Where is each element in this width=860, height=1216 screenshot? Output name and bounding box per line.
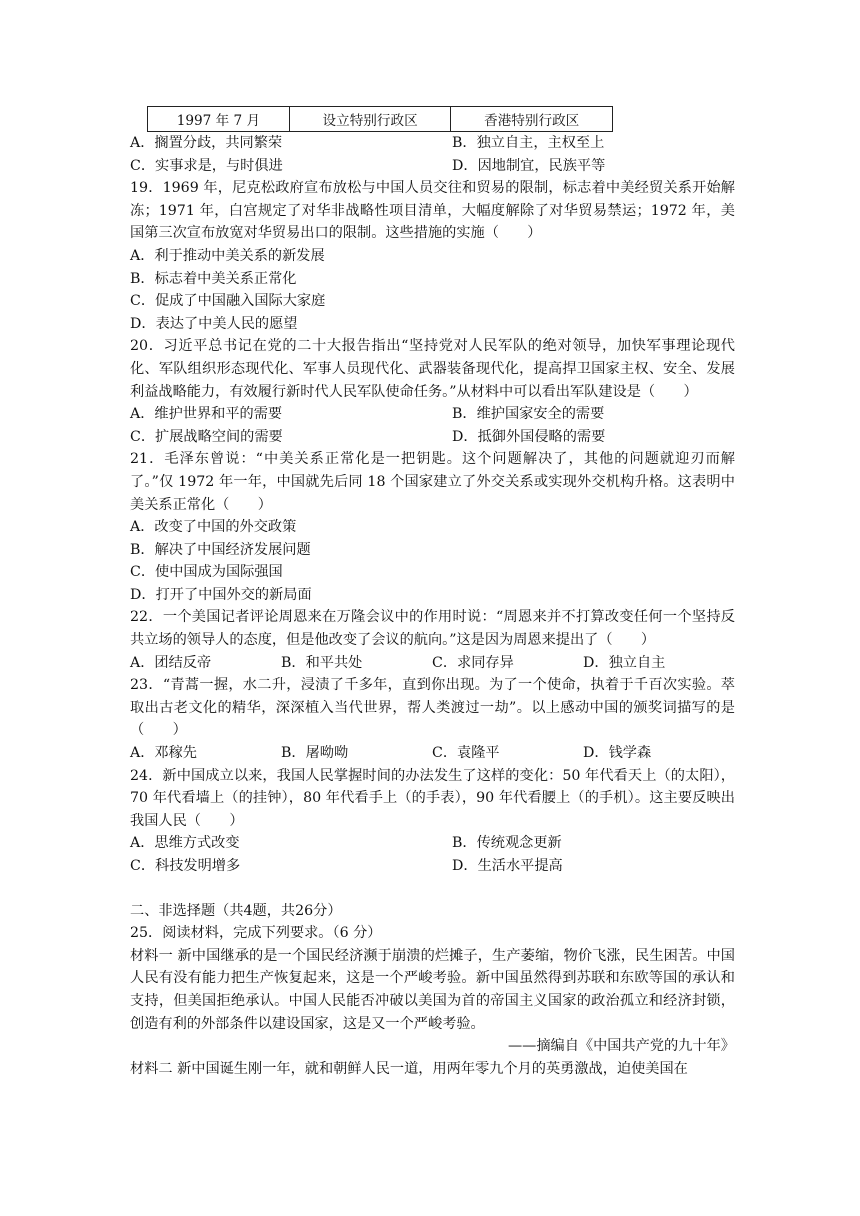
q20-option-b[interactable]: B．维护国家安全的需要 xyxy=(452,406,605,423)
q20-options-row1 xyxy=(130,403,735,426)
q22-options xyxy=(130,652,735,675)
q25-material-1: 材料一 新中国继承的是一个国民经济濒于崩溃的烂摊子，生产萎缩，物价飞涨，民生困苦。中国人民有没有能力把生产恢复起来，这是一个严峻考验。新中国虽然得到苏联和东欧等国的承认和支持，但美国拒绝承认。中国人民能否冲破以美国为首的帝国主义国家的政治孤立和经济封锁，创造有利的外部条件以建设国家，这是又一个严峻考验。 xyxy=(130,947,735,1032)
q25-source-1: ——摘编自《中国共产党的九十年》 xyxy=(507,1038,735,1055)
q21-option-c[interactable]: C．使中国成为国际强国 xyxy=(130,564,283,581)
q23-option-a[interactable]: A．邓稼先 xyxy=(130,745,197,762)
q18-option-a[interactable]: A．搁置分歧，共同繁荣 xyxy=(130,135,283,151)
q24-option-d[interactable]: D．生活水平提高 xyxy=(452,858,563,874)
table-cell-region: 香港特别行政区 xyxy=(451,107,613,132)
q25-material-2: 材料二 新中国诞生刚一年，就和朝鲜人民一道，用两年零九个月的英勇激战，迫使美国在 xyxy=(130,1060,688,1077)
q24-options-row2 xyxy=(130,855,735,878)
q22-stem: 22．一个美国记者评论周恩来在万隆会议中的作用时说：“周恩来并不打算改变任何一个坚持反共立场的领导人的态度，但是他改变了会议的航向。”这是因为周恩来提出了（ ） xyxy=(130,609,735,649)
section-gap xyxy=(130,878,735,900)
q24-option-a[interactable]: A．思维方式改变 xyxy=(130,835,240,852)
q24-stem: 24．新中国成立以来，我国人民掌握时间的办法发生了这样的变化：50 年代看天上（的太阳），70 年代看墙上（的挂钟），80 年代看手上（的手表），90 年代看腰上（的手机）。这主要反映出我国人民（ ） xyxy=(130,767,735,829)
q23-stem: 23．“青蒿一握，水二升，浸渍了千多年，直到你出现。为了一个使命，执着于千百次实验。萃取出古老文化的精华，深深植入当代世界，帮人类渡过一劫”。以上感动中国的颁奖词描写的是（ ） xyxy=(130,677,735,739)
q18-options-row1 xyxy=(130,132,735,155)
q19-stem: 19．1969 年，尼克松政府宣布放松与中国人员交往和贸易的限制，标志着中美经贸关系开始解冻；1971 年，白宫规定了对华非战略性项目清单，大幅度解除了对华贸易禁运；1972 年，美国第三次宣布放宽对华贸易出口的限制。这些措施的实施（ ） xyxy=(130,180,735,242)
q22-option-c[interactable]: C．求同存异 xyxy=(432,654,514,671)
q23-options xyxy=(130,742,735,765)
q22-option-a[interactable]: A．团结反帝 xyxy=(130,654,212,671)
q20-option-c[interactable]: C．扩展战略空间的需要 xyxy=(130,428,283,445)
q21-option-a[interactable]: A．改变了中国的外交政策 xyxy=(130,519,297,536)
q21-option-b[interactable]: B．解决了中国经济发展问题 xyxy=(130,541,311,558)
table-cell-event: 设立特别行政区 xyxy=(289,107,451,132)
q23-option-d[interactable]: D．钱学森 xyxy=(583,745,652,762)
q18-options-row2 xyxy=(130,155,735,178)
q23-option-b[interactable]: B．屠呦呦 xyxy=(281,745,349,762)
q24-option-c[interactable]: C．科技发明增多 xyxy=(130,858,241,874)
q20-option-d[interactable]: D．抵御外国侵略的需要 xyxy=(452,428,606,445)
q19-option-a[interactable]: A．利于推动中美关系的新发展 xyxy=(130,247,325,264)
q21-option-d[interactable]: D．打开了中国外交的新局面 xyxy=(130,586,312,603)
q19-option-c[interactable]: C．促成了中国融入国际大家庭 xyxy=(130,293,326,310)
event-table xyxy=(147,106,613,132)
q20-stem: 20．习近平总书记在党的二十大报告指出“坚持党对人民军队的绝对领导，加快军事理论现代化、军队组织形态现代化、军事人员现代化、武器装备现代化，提高捍卫国家主权、安全、发展利益战略能力，有效履行新时代人民军队使命任务。”从材料中可以看出军队建设是（ ） xyxy=(130,338,735,400)
q19-option-d[interactable]: D．表达了中美人民的愿望 xyxy=(130,315,298,332)
q18-option-b[interactable]: B．独立自主，主权至上 xyxy=(452,135,605,151)
q20-options-row2 xyxy=(130,426,735,449)
q24-option-b[interactable]: B．传统观念更新 xyxy=(452,835,562,852)
table-cell-date: 1997 年 7 月 xyxy=(148,107,290,132)
q18-option-c[interactable]: C．实事求是，与时俱进 xyxy=(130,157,283,174)
q24-options-row1 xyxy=(130,832,735,855)
q21-stem: 21．毛泽东曾说：“中美关系正常化是一把钥匙。这个问题解决了，其他的问题就迎刃而解了。”仅 1972 年一年，中国就先后同 18 个国家建立了外交关系或实现外交机构升格。这表明中美关系正常化（ ） xyxy=(130,451,735,513)
table-row xyxy=(148,107,613,132)
q25-stem: 25．阅读材料，完成下列要求。（6 分） xyxy=(130,925,382,942)
q20-option-a[interactable]: A．维护世界和平的需要 xyxy=(130,406,283,423)
q23-option-c[interactable]: C．袁隆平 xyxy=(432,745,500,762)
q22-option-b[interactable]: B．和平共处 xyxy=(281,654,363,671)
q18-option-d[interactable]: D．因地制宜，民族平等 xyxy=(452,157,606,174)
exam-page xyxy=(130,106,735,1080)
q19-option-b[interactable]: B．标志着中美关系正常化 xyxy=(130,270,297,287)
section-title: 二、非选择题（共4题，共26分） xyxy=(130,902,342,919)
q22-option-d[interactable]: D．独立自主 xyxy=(583,654,666,671)
